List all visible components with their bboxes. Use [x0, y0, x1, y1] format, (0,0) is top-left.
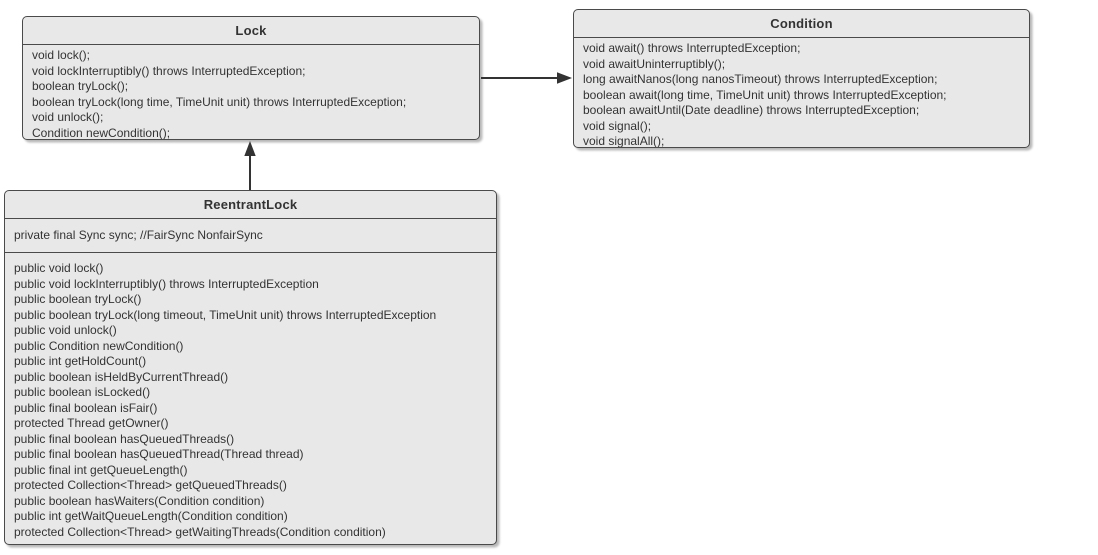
class-title-lock: Lock — [23, 17, 479, 45]
class-title-reentrantlock: ReentrantLock — [5, 191, 496, 219]
member-line: protected Collection<Thread> getWaitingThreads(Condition condition) — [14, 524, 386, 539]
class-methods-reentrantlock — [5, 253, 496, 544]
member-line: Condition newCondition(); — [32, 125, 171, 139]
member-line: public int getWaitQueueLength(Condition condition) — [14, 509, 288, 523]
member-line: void lock(); — [32, 48, 91, 62]
class-box-lock — [22, 16, 480, 140]
member-line: void awaitUninterruptibly(); — [583, 56, 726, 71]
member-line: void lockInterruptibly() throws InterruptedException; — [32, 63, 306, 78]
member-line: public final boolean isFair() — [14, 400, 158, 415]
member-line: public boolean hasWaiters(Condition condition) — [14, 493, 265, 508]
member-line: void signal(); — [583, 118, 652, 133]
class-box-reentrantlock — [4, 190, 497, 545]
member-line: public final int getQueueLength() — [14, 462, 188, 477]
class-fields-reentrantlock — [5, 219, 496, 253]
member-line: public boolean isHeldByCurrentThread() — [14, 369, 229, 384]
field-line: private final Sync sync; //FairSync NonfairSync — [14, 227, 263, 242]
member-line: protected Collection<Thread> getQueuedThreads() — [14, 478, 287, 492]
inheritance-arrow-reentrantlock-to-lock — [244, 141, 255, 190]
member-line: void signalAll(); — [583, 134, 665, 147]
member-line: void unlock(); — [32, 110, 104, 124]
member-line: boolean awaitUntil(Date deadline) throws InterruptedException; — [583, 103, 920, 117]
class-methods-condition — [574, 38, 1029, 147]
member-line: boolean await(long time, TimeUnit unit) throws InterruptedException; — [583, 87, 947, 102]
member-line: public int getHoldCount() — [14, 354, 147, 368]
class-methods-lock — [23, 45, 479, 139]
member-line: public boolean tryLock() — [14, 292, 142, 306]
member-line: long awaitNanos(long nanosTimeout) throws InterruptedException; — [583, 72, 938, 86]
class-box-condition — [573, 9, 1030, 148]
association-arrow-lock-to-condition — [481, 72, 572, 83]
member-line: public boolean tryLock(long timeout, TimeUnit unit) throws InterruptedException — [14, 307, 437, 322]
member-line: public final boolean hasQueuedThread(Thread thread) — [14, 447, 304, 461]
member-line: public final boolean hasQueuedThreads() — [14, 431, 235, 446]
member-line: void await() throws InterruptedException; — [583, 41, 801, 55]
member-line: boolean tryLock(); — [32, 79, 129, 93]
member-line: public void lockInterruptibly() throws InterruptedException — [14, 276, 319, 291]
member-line: public boolean isLocked() — [14, 385, 151, 399]
member-line: public Condition newCondition() — [14, 338, 184, 353]
member-line: public void unlock() — [14, 323, 117, 337]
class-title-condition: Condition — [574, 10, 1029, 38]
member-line: protected Thread getOwner() — [14, 416, 169, 430]
member-line: public void lock() — [14, 261, 104, 275]
member-line: boolean tryLock(long time, TimeUnit unit) throws InterruptedException; — [32, 94, 407, 109]
